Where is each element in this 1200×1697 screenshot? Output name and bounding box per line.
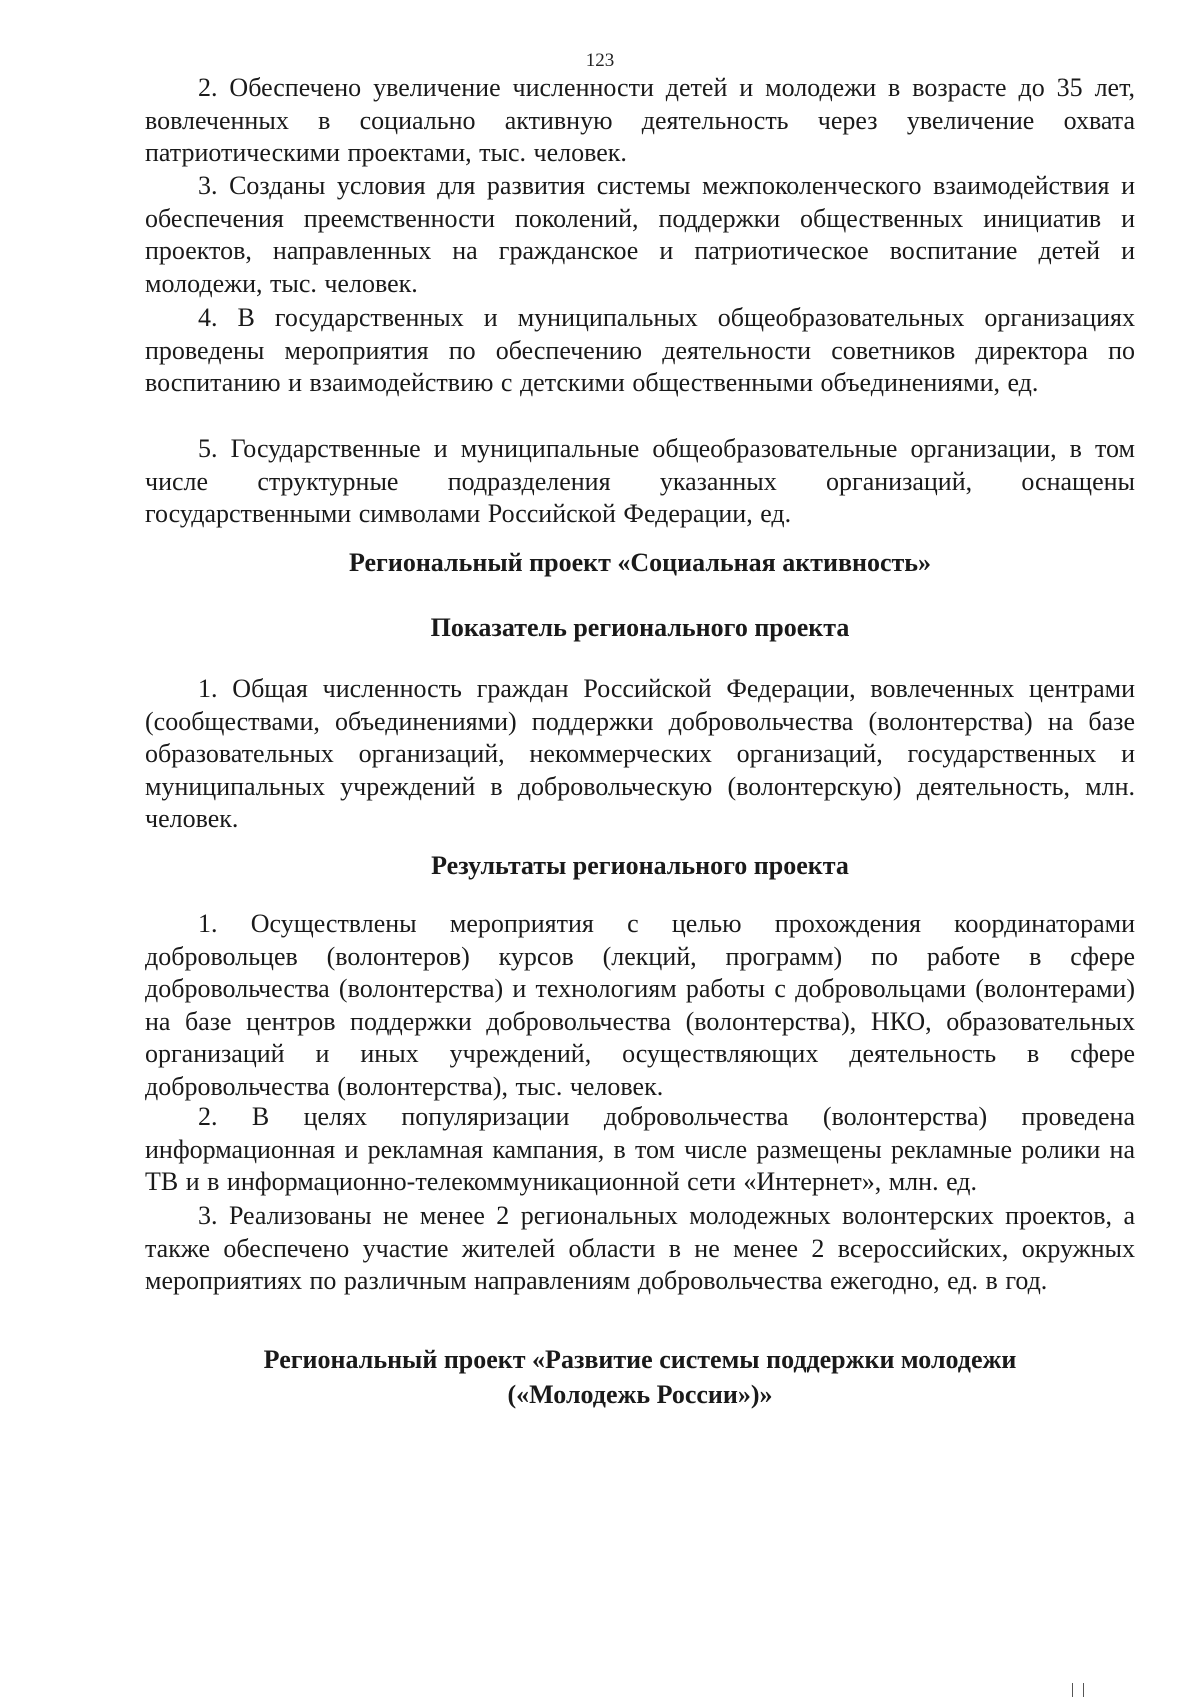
intro-paragraph-4: 4. В государственных и муниципальных общеобразовательных организациях проведены мероприятия по обеспечению деятельности советников директора по воспитанию и взаимодействию с детскими общественными объединениями, ед. (145, 303, 1135, 397)
page-number: 123 (585, 50, 615, 71)
intro-paragraph-2: 2. Обеспечено увеличение численности детей и молодежи в возрасте до 35 лет, вовлеченных в социально активную деятельность через увеличение охвата патриотическими проектами, тыс. человек. (145, 73, 1135, 167)
indicator-heading: Показатель регионального проекта (430, 613, 850, 642)
results-heading: Результаты регионального проекта (431, 851, 849, 880)
scan-edge-mark (1072, 1683, 1084, 1697)
intro-paragraph-3: 3. Созданы условия для развития системы межпоколенческого взаимодействия и обеспечения преемственности поколений, поддержки общественных инициатив и проектов, направленных на гражданское и патриотическое воспитание детей и молодежи, тыс. человек. (145, 171, 1135, 298)
section-title-youth-support-line1: Региональный проект «Развитие системы поддержки молодежи (263, 1345, 1017, 1374)
indicator-paragraph-1: 1. Общая численность граждан Российской Федерации, вовлеченных центрами (сообществами, объединениями) поддержки добровольчества (волонтерства) на базе образовательных организаций, некоммерческих организаций, государственных и муниципальных учреждений в добровольческую (волонтерскую) деятельность, млн. человек. (145, 674, 1135, 833)
section-title-youth-support-line2: («Молодежь России»)» (507, 1380, 773, 1409)
section-title-youth-support (145, 1342, 1135, 1412)
section-title-social-activity: Региональный проект «Социальная активность» (348, 548, 932, 577)
result-paragraph-2: 2. В целях популяризации добровольчества (волонтерства) проведена информационная и рекламная кампания, в том числе размещены рекламные ролики на ТВ и в информационно-телекоммуникационной сети «Интернет», млн. ед. (145, 1102, 1135, 1196)
intro-paragraph-5: 5. Государственные и муниципальные общеобразовательные организации, в том числе структурные подразделения указанных организаций, оснащены государственными символами Российской Федерации, ед. (145, 434, 1135, 528)
result-paragraph-1: 1. Осуществлены мероприятия с целью прохождения координаторами добровольцев (волонтеров) курсов (лекций, программ) по работе в сфере добровольчества (волонтерства) и технологиям работы с добровольцами (волонтерами) на базе центров поддержки добровольчества (волонтерства), НКО, образовательных организаций и иных учреждений, осуществляющих деятельность в сфере добровольчества (волонтерства), тыс. человек. (145, 909, 1135, 1101)
result-paragraph-3: 3. Реализованы не менее 2 региональных молодежных волонтерских проектов, а также обеспечено участие жителей области в не менее 2 всероссийских, окружных мероприятиях по различным направлениям добровольчества ежегодно, ед. в год. (145, 1201, 1135, 1295)
